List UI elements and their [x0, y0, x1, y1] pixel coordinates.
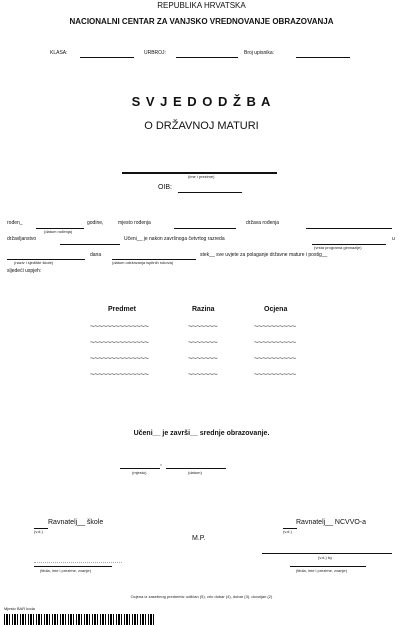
school-head-prefix: (v.d.) — [34, 529, 43, 534]
center-head-prefix: (v.d.) — [283, 529, 292, 534]
klasa-field[interactable] — [80, 57, 134, 58]
result-line: sljedeći uspjeh: — [7, 268, 42, 274]
table-row-subject: ~~~~~~~~~~~~~~ — [90, 338, 149, 347]
center-head-name-caption: (titula, ime i prezime, zvanje) — [296, 568, 347, 573]
dana-word: dana — [90, 252, 102, 258]
oib-label: OIB: — [158, 184, 173, 191]
exam-date-caption: (datum održavanja ispitnih rokova) — [112, 260, 174, 265]
school-head-title: Ravnatelj__ škole — [48, 519, 104, 526]
republic-heading: REPUBLIKA HRVATSKA — [157, 1, 246, 10]
stamp-place: M.P. — [192, 535, 206, 542]
table-row-grade: ~~~~~~~~~~ — [254, 338, 296, 347]
center-head-name-line[interactable] — [290, 566, 366, 567]
table-row-subject: ~~~~~~~~~~~~~~ — [90, 370, 149, 379]
barcode-label: Mjesto BAR koda — [4, 606, 35, 611]
comma-separator: , — [160, 460, 162, 467]
table-row-grade: ~~~~~~~~~~ — [254, 322, 296, 331]
barcode — [4, 614, 154, 625]
table-row-level: ~~~~~~~ — [188, 322, 218, 331]
state-label: država rođenja — [246, 220, 280, 226]
school-head-name-line[interactable] — [34, 566, 112, 567]
center-head-sub: (v.d.) by — [318, 555, 333, 560]
urbroj-field[interactable] — [176, 57, 238, 58]
place-caption: (mjesto) — [132, 470, 147, 475]
u-word: u — [392, 236, 395, 242]
student-sentence: Učeni__ je nakon završnoga četvrtog razreda — [124, 236, 225, 242]
school-head-signature-line[interactable] — [34, 562, 122, 563]
center-head-prefix-line — [283, 528, 297, 529]
document-title: S V J E D O D Ž B A — [131, 94, 272, 109]
table-header-subject: Predmet — [108, 306, 137, 313]
citizenship-field[interactable] — [60, 244, 120, 245]
program-caption: (vrsta programa gimnazije) — [314, 245, 362, 250]
school-head-prefix-line — [34, 528, 48, 529]
year-word: godine, — [87, 220, 104, 226]
birth-state-field[interactable] — [306, 228, 392, 229]
broj-upisnika-label: Broj upisnika: — [244, 50, 275, 56]
born-prefix: rođen_ — [7, 220, 23, 226]
table-row-grade: ~~~~~~~~~~ — [254, 370, 296, 379]
table-row-level: ~~~~~~~ — [188, 370, 218, 379]
birth-place-field[interactable] — [174, 228, 236, 229]
urbroj-label: URBROJ: — [144, 50, 166, 56]
school-head-name-caption: (titula, ime i prezime, zvanje) — [40, 568, 91, 573]
place-field[interactable] — [120, 468, 160, 469]
institution-heading: NACIONALNI CENTAR ZA VANJSKO VREDNOVANJE OBRAZOVANJA — [69, 17, 334, 26]
table-header-grade: Ocjena — [264, 306, 288, 313]
oib-field[interactable] — [178, 192, 242, 193]
birth-date-caption: (datum rođenja) — [44, 229, 73, 234]
table-row-subject: ~~~~~~~~~~~~~~ — [90, 322, 149, 331]
document-subtitle: O DRŽAVNOJ MATURI — [144, 120, 259, 132]
center-head-title: Ravnatelj__ NCVVO-a — [296, 519, 367, 526]
citizenship-label: državljanstvo — [7, 236, 37, 242]
broj-upisnika-field[interactable] — [296, 57, 350, 58]
place-label: mjesto rođenja — [118, 220, 151, 226]
name-caption: (ime i prezime) — [188, 174, 215, 179]
conclusion-text: Učeni__ je završi__ srednje obrazovanje. — [133, 430, 270, 437]
date-caption: (datum) — [188, 470, 202, 475]
table-row-level: ~~~~~~~ — [188, 354, 218, 363]
table-row-grade: ~~~~~~~~~~ — [254, 354, 296, 363]
table-row-subject: ~~~~~~~~~~~~~~ — [90, 354, 149, 363]
center-head-signature-line[interactable] — [262, 553, 392, 554]
table-header-level: Razina — [192, 306, 215, 313]
klasa-label: KLASA: — [50, 50, 68, 56]
school-caption: (naziv i sjedište škole) — [14, 260, 54, 265]
date-field[interactable] — [166, 468, 226, 469]
stek-sentence: stek__ sve uvjete za polaganje državne mature i postig__ — [200, 252, 328, 258]
grade-scale-note: Ocjena iz zasebnog predmeta: odličan (5), vrlo dobar (4), dobar (3), dovoljan (2) — [130, 594, 273, 599]
table-row-level: ~~~~~~~ — [188, 338, 218, 347]
